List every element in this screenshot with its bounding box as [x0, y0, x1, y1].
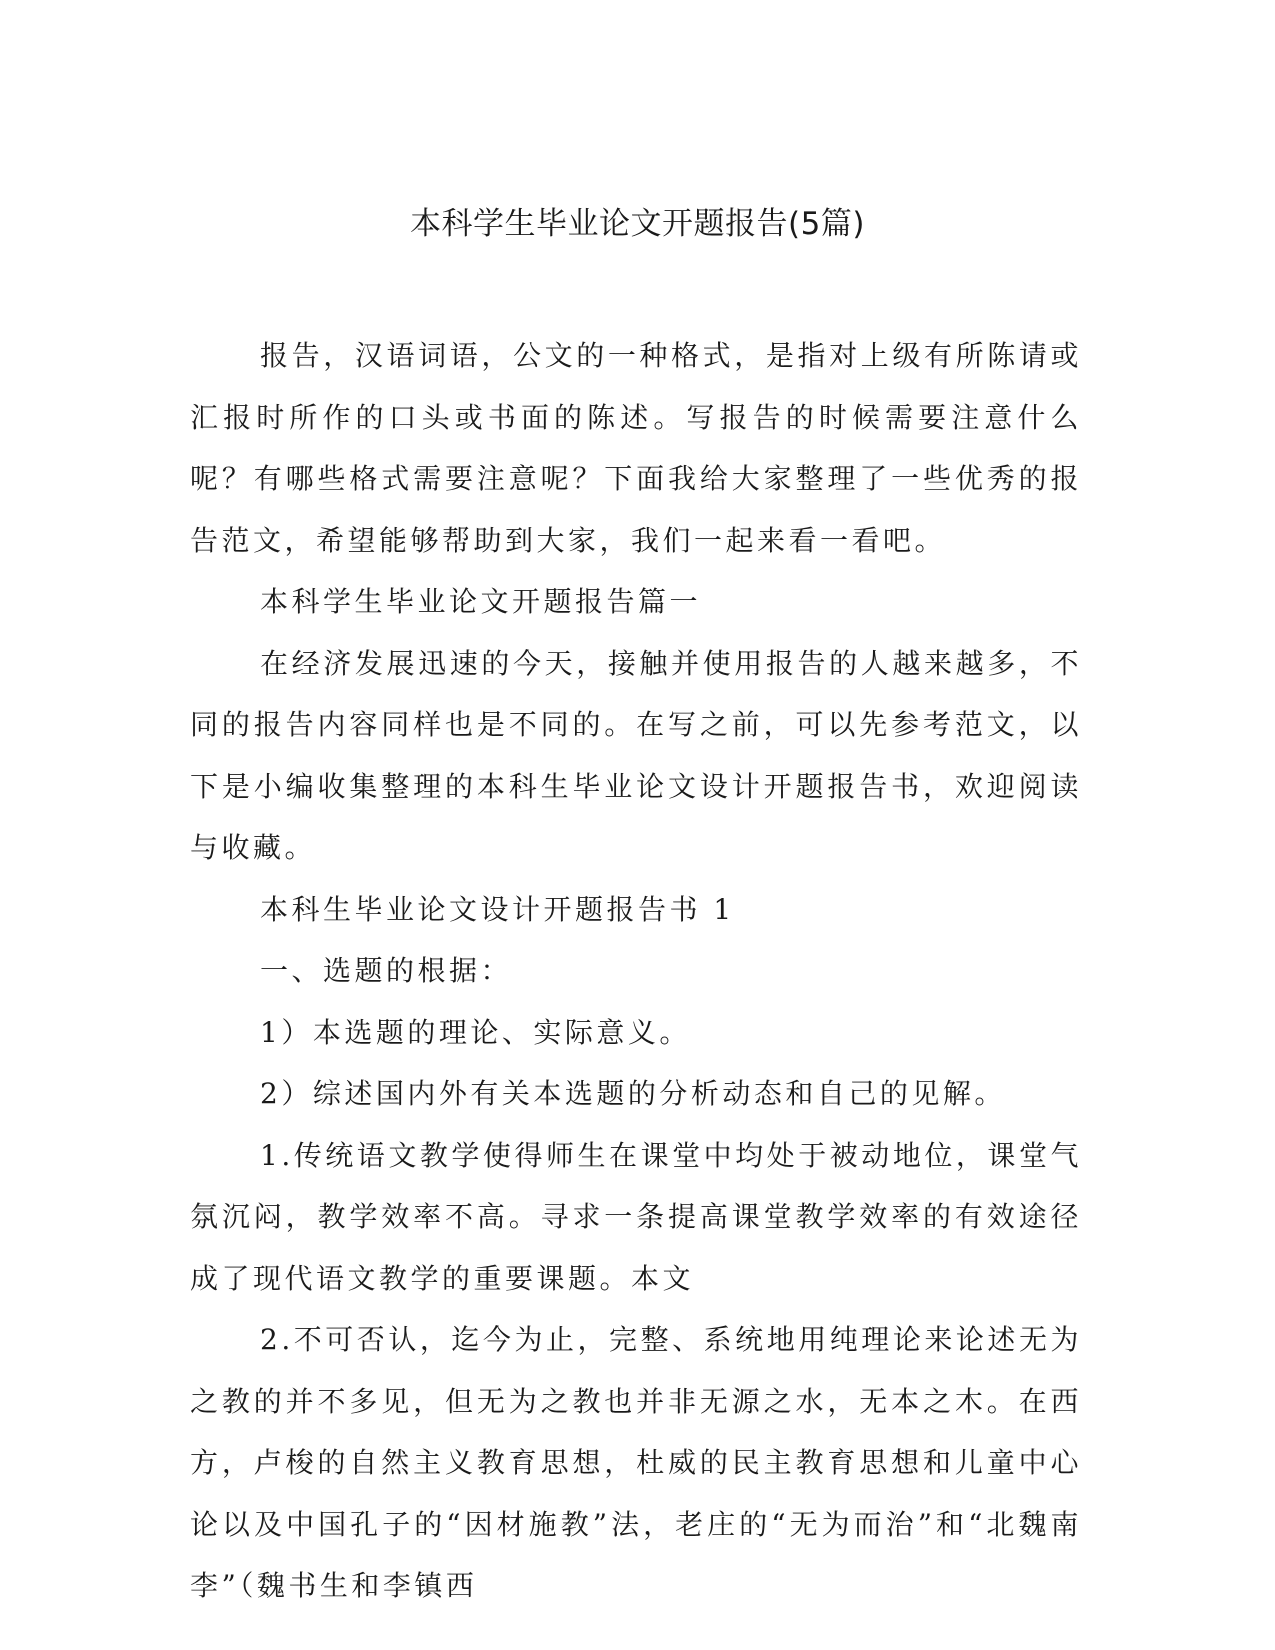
document-body	[190, 325, 1082, 1617]
paragraph-point-2: 2.不可否认，迄今为止，完整、系统地用纯理论来论述无为之教的并不多见，但无为之教也并非无源之水，无本之木。在西方，卢梭的自然主义教育思想，杜威的民主教育思想和儿童中心论以及中国孔子的“因材施教”法，老庄的“无为而治”和“北魏南李”（魏书生和李镇西	[190, 1323, 1082, 1602]
list-item-review: 2）综述国内外有关本选题的分析动态和自己的见解。	[260, 1077, 1006, 1110]
list-item-significance: 1）本选题的理论、实际意义。	[260, 1015, 691, 1049]
document-title: 本科学生毕业论文开题报告(5篇)	[410, 206, 865, 242]
subheading-topic-basis: 一、选题的根据：	[260, 954, 513, 987]
subheading-report-1: 本科生毕业论文设计开题报告书 1	[260, 892, 735, 926]
paragraph-point-1: 1.传统语文教学使得师生在课堂中均处于被动地位，课堂气氛沉闷，教学效率不高。寻求一条提高课堂教学效率的有效途径成了现代语文教学的重要课题。本文	[190, 1138, 1082, 1295]
paragraph-preface: 在经济发展迅速的今天，接触并使用报告的人越来越多，不同的报告内容同样也是不同的。在写之前，可以先参考范文，以下是小编收集整理的本科生毕业论文设计开题报告书，欢迎阅读与收藏。	[190, 646, 1082, 864]
section-heading-part-one: 本科学生毕业论文开题报告篇一	[260, 585, 702, 618]
paragraph-intro: 报告，汉语词语，公文的一种格式，是指对上级有所陈请或汇报时所作的口头或书面的陈述。写报告的时候需要注意什么呢？有哪些格式需要注意呢？下面我给大家整理了一些优秀的报告范文，希望能够帮助到大家，我们一起来看一看吧。	[190, 339, 1082, 557]
